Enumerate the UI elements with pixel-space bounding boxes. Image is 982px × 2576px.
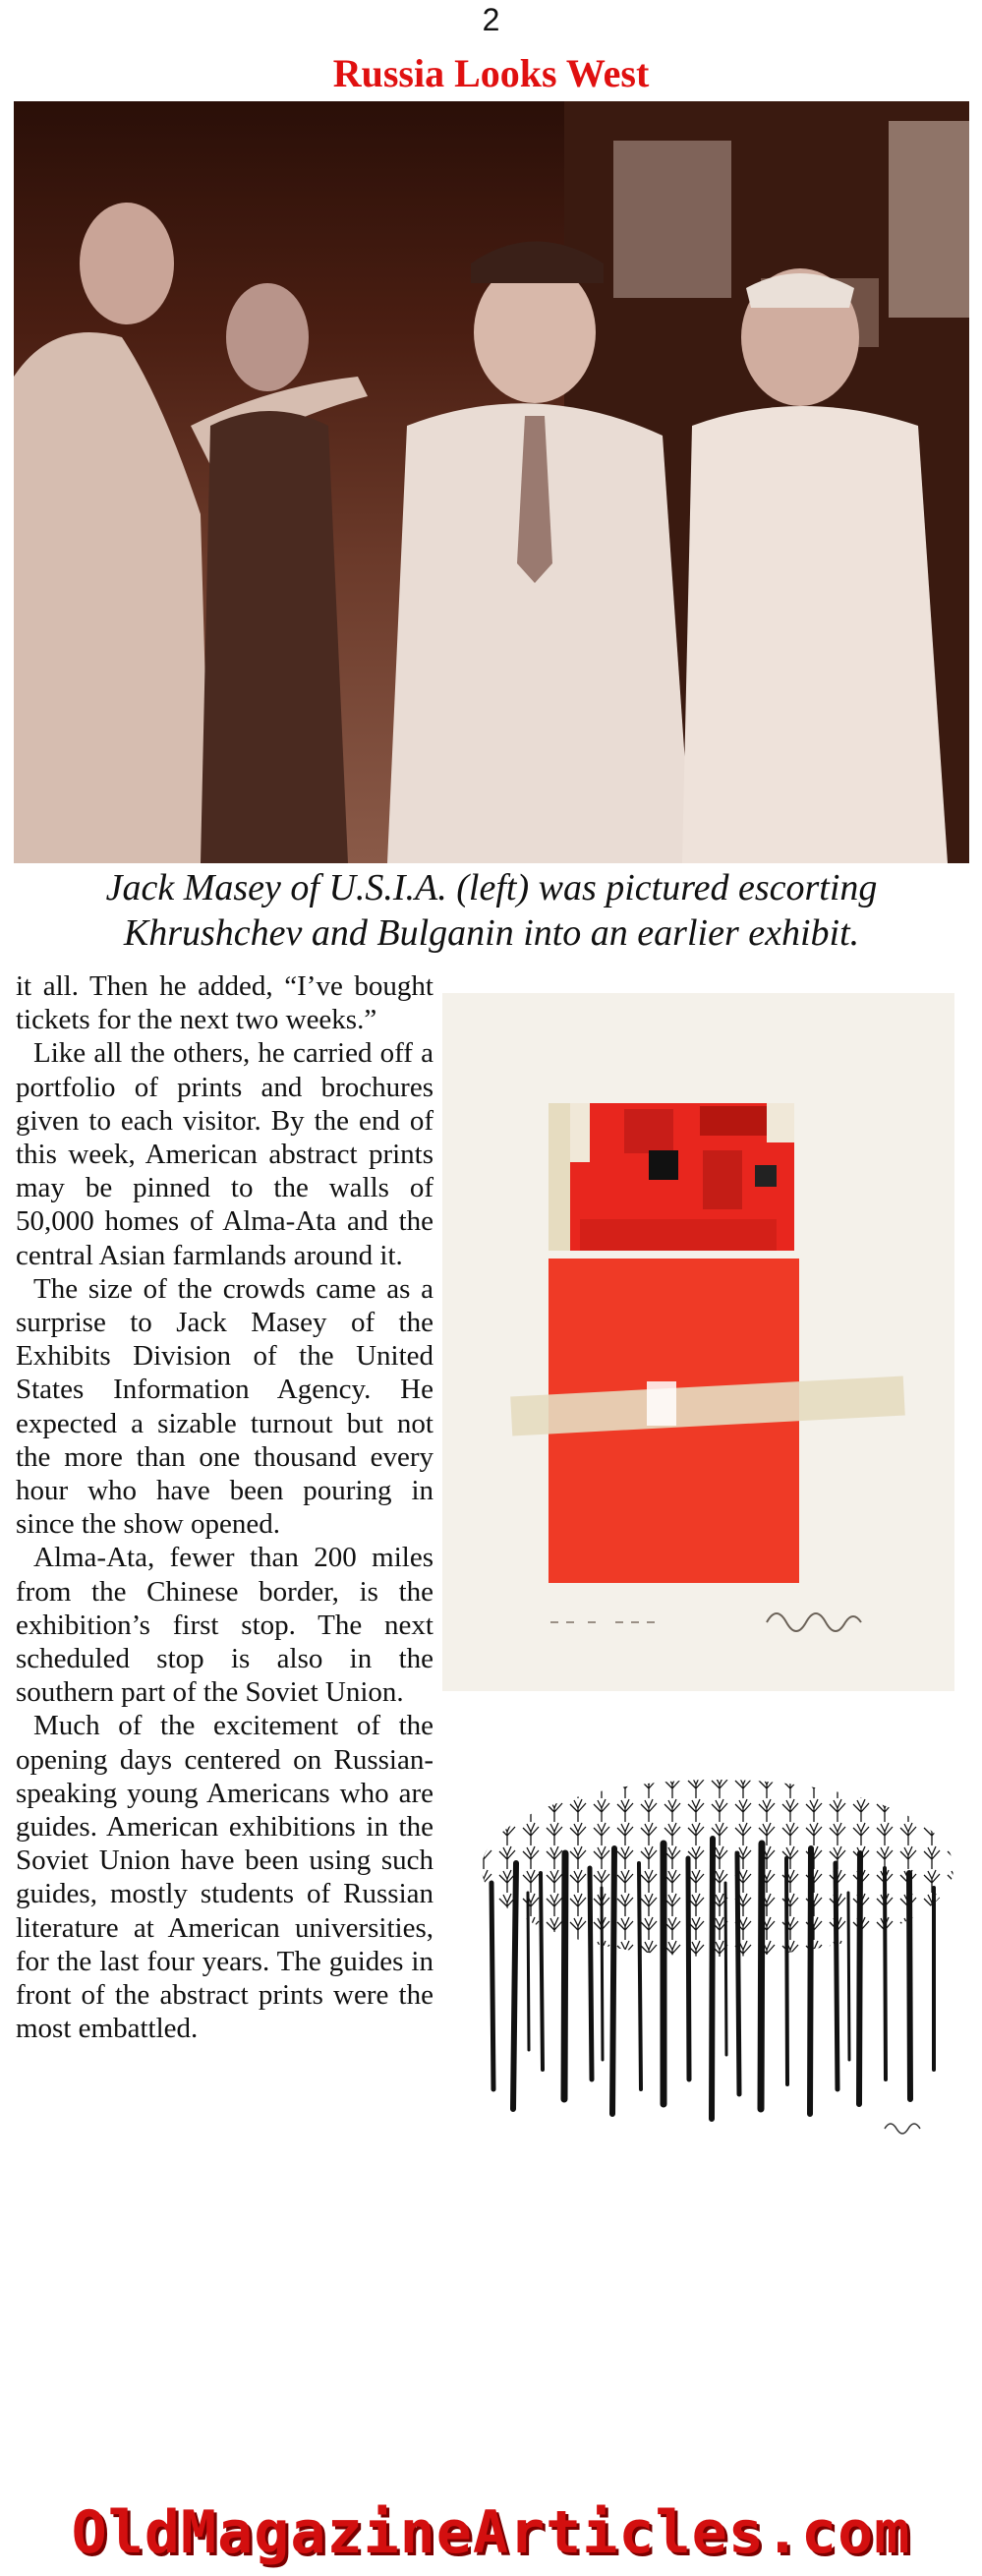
page-number: 2 [482, 2, 500, 37]
caption-line-2: Khrushchev and Bulganin into an earlier exhibit. [123, 912, 860, 954]
forest-trees-print [472, 1775, 963, 2148]
headline: Russia Looks West [332, 51, 650, 95]
article-paragraph: The size of the crowds came as a surprise to Jack Masey of the Exhibits Division of the United States Information Agency. He expected a sizable turnout but not the more than one thousand every hour who have been pouring in since the show opened. [16, 1272, 433, 1541]
caption-line-1: Jack Masey of U.S.I.A. (left) was pictured escorting [105, 867, 878, 908]
article-paragraph: it all. Then he added, “I’ve bought tickets for the next two weeks.” [16, 970, 433, 1036]
forest-trees-print-icon [472, 1775, 963, 2148]
abstract-red-print [442, 993, 954, 1691]
site-name[interactable]: OldMagazineArticles.com [71, 2498, 911, 2567]
abstract-red-print-icon [442, 993, 954, 1691]
historical-photo-icon [14, 101, 969, 863]
article-paragraph: Alma-Ata, fewer than 200 miles from the Chinese border, is the exhibition’s first stop. The next scheduled stop is also in the southern part of the Soviet Union. [16, 1542, 433, 1709]
article-paragraph: Like all the others, he carried off a portfolio of prints and brochures given to each visitor. By the end of this week, American abstract prints may be pinned to the walls of 50,000 homes of Alma-Ata and the central Asian farmlands around it. [16, 1037, 433, 1271]
historical-photo [14, 101, 969, 863]
footer [0, 2488, 982, 2576]
article-paragraph: Much of the excitement of the opening days centered on Russian-speaking young Americans who are guides. American exhibitions in the Soviet Union have been using such guides, mostly students of Russian literature at American universities, for the last four years. The guides in front of the abstract prints were the most embattled. [16, 1710, 433, 2045]
photo-caption [14, 865, 969, 956]
article-body [16, 969, 433, 2493]
